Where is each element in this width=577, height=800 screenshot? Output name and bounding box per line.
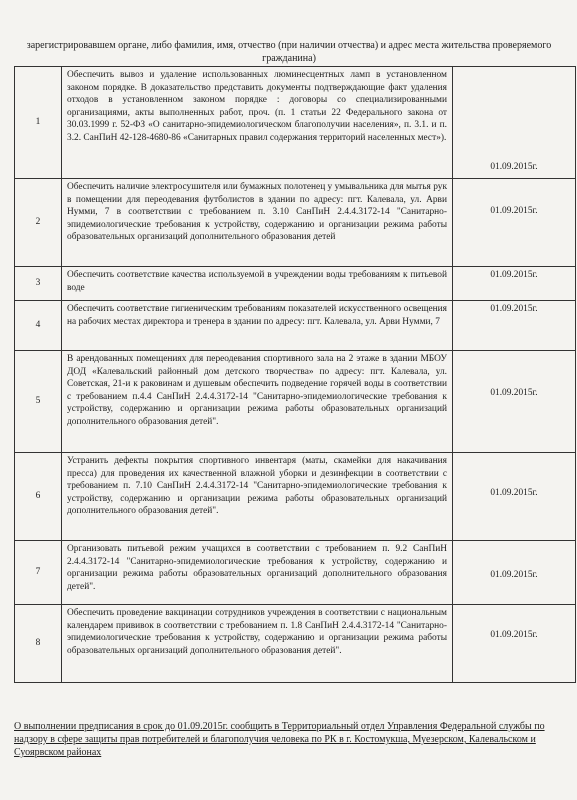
table-row (15, 301, 576, 351)
row-description: Обеспечить соответствие качества используемой в учреждении воды требованиям к питьевой воде (62, 267, 453, 301)
row-number: 8 (15, 605, 62, 683)
row-description: В арендованных помещениях для переодевания спортивного зала на 2 этаже в здании МБОУ ДОД «Калевальский районный дом детского творчества» по адресу: пгт. Калевала, ул. Советская, 21-и к раковинам и душевым обеспечить подведение горячей воды в соответствии с требованием п.4.4 СанПиН 2.4.4.3172-14 "Санитарно-эпидемиологические требования к устройству, содержанию и организации режима работы образовательных организаций дополнительного образования детей". (62, 351, 453, 453)
row-description: Организовать питьевой режим учащихся в соответствии с требованием п. 9.2 СанПиН 2.4.4.3172-14 "Санитарно-эпидемиологические требования к устройству, содержанию и организации режима работы образовательных организаций дополнительного образования детей". (62, 541, 453, 605)
row-number: 3 (15, 267, 62, 301)
row-deadline: 01.09.2015г. (453, 301, 576, 351)
row-deadline: 01.09.2015г. (453, 351, 576, 453)
table-row (15, 351, 576, 453)
row-deadline: 01.09.2015г. (453, 179, 576, 267)
table-row (15, 67, 576, 179)
row-number: 7 (15, 541, 62, 605)
requirements-table-body (15, 67, 576, 683)
row-number: 2 (15, 179, 62, 267)
row-description: Обеспечить вывоз и удаление использованных люминесцентных ламп в установленном законом порядке. В доказательство представить документы подтверждающие факт удаления отходов в установленном законом порядке : договоры со специализированными организациями, акты выполненных работ, проч. (п. 1 статьи 22 Федерального закона от 30.03.1999 г. 52-ФЗ «О санитарно-эпидемиологическом благополучии населения», п. 3.1. и п. 3.2. СанПиН 42-128-4680-86 «Санитарных правил содержания территорий населенных мест»). (62, 67, 453, 179)
table-row (15, 453, 576, 541)
table-row (15, 605, 576, 683)
row-deadline: 01.09.2015г. (453, 453, 576, 541)
row-description: Обеспечить соответствие гигиеническим требованиям показателей искусственного освещения на рабочих местах директора и тренера в здании по адресу: пгт. Калевала, ул. Арви Нумми, 7 (62, 301, 453, 351)
requirements-table (14, 66, 576, 683)
header-text: зарегистрировавшем органе, либо фамилия, имя, отчество (при наличии отчества) и адрес места жительства проверяемого гражданина) (26, 40, 552, 64)
row-deadline: 01.09.2015г. (453, 267, 576, 301)
row-number: 5 (15, 351, 62, 453)
row-description: Устранить дефекты покрытия спортивного инвентаря (маты, скамейки для накачивания пресса) для проведения их качественной влажной уборки и дезинфекции в соответствии с требованием п. 7.10 СанПиН 2.4.4.3172-14 "Санитарно-эпидемиологические требования к устройству, содержанию и организации режима работы образовательных организаций дополнительного образования детей". (62, 453, 453, 541)
row-number: 6 (15, 453, 62, 541)
row-number: 1 (15, 67, 62, 179)
row-deadline: 01.09.2015г. (453, 67, 576, 179)
footer-text: О выполнении предписания в срок до 01.09.2015г. сообщить в Территориальный отдел Управления Федеральной службы по надзору в сфере защиты прав потребителей и благополучия человека по РК в г. Костомукша, Муезерском, Калевальском и Суоярвском районах (14, 721, 545, 758)
table-row (15, 179, 576, 267)
row-number: 4 (15, 301, 62, 351)
row-description: Обеспечить проведение вакцинации сотрудников учреждения в соответствии с национальным календарем прививок в соответствии с требованием п. 1.8 СанПиН 2.4.4.3172-14 "Санитарно-эпидемиологические требования к устройству, содержанию и организации режима работы образовательных организаций дополнительного образования детей". (62, 605, 453, 683)
row-description: Обеспечить наличие электросушителя или бумажных полотенец у умывальника для мытья рук в помещении для переодевания футболистов в здании по адресу: пгт. Калевала, ул. Арви Нумми, 7 в соответствии с требованием п. 3.10 СанПиН 2.4.4.3172-14 "Санитарно-эпидемиологические требования к устройству, содержанию и организации режима работы образовательных организаций дополнительного образования детей (62, 179, 453, 267)
table-row (15, 267, 576, 301)
table-row (15, 541, 576, 605)
row-deadline: 01.09.2015г. (453, 541, 576, 605)
row-deadline: 01.09.2015г. (453, 605, 576, 683)
